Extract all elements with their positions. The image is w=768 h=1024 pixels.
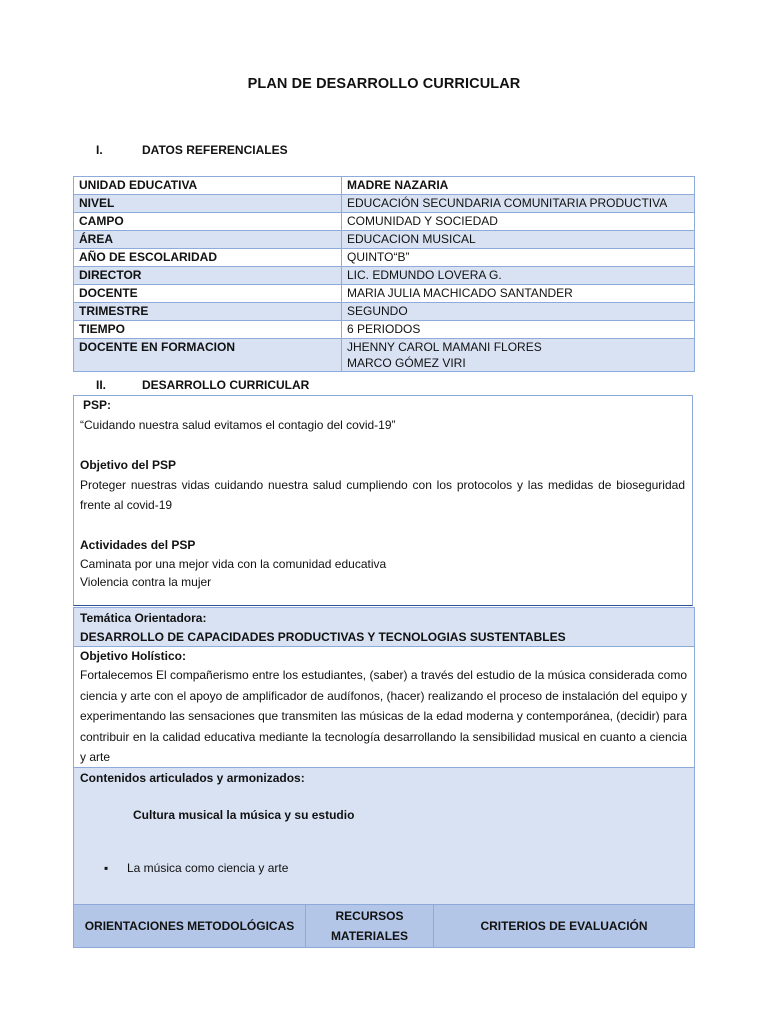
table-row: [74, 213, 695, 231]
contenidos-box: [73, 767, 695, 905]
objetivo-label: Objetivo Holístico:: [80, 649, 187, 663]
table-row: [74, 231, 695, 249]
row-key: DOCENTE EN FORMACION: [74, 339, 342, 372]
section-number: II.: [96, 378, 107, 392]
header-recursos-line1: RECURSOS: [335, 909, 404, 923]
psp-label: PSP:: [83, 398, 112, 412]
methodology-header-table: [73, 904, 695, 948]
contenidos-label: Contenidos articulados y armonizados:: [80, 771, 305, 785]
row-key: NIVEL: [74, 195, 342, 213]
table-row: [74, 195, 695, 213]
row-value: 6 PERIODOS: [342, 321, 695, 339]
contenidos-subtitle: Cultura musical la música y su estudio: [133, 808, 355, 822]
header-criterios: CRITERIOS DE EVALUACIÓN: [434, 905, 695, 948]
section-heading-desarrollo: [96, 378, 309, 392]
row-key: ÁREA: [74, 231, 342, 249]
psp-activities-label: Actividades del PSP: [80, 538, 196, 552]
row-key: UNIDAD EDUCATIVA: [74, 177, 342, 195]
row-key: DIRECTOR: [74, 267, 342, 285]
row-value: COMUNIDAD Y SOCIEDAD: [342, 213, 695, 231]
row-value: EDUCACION MUSICAL: [342, 231, 695, 249]
header-recursos-line2: MATERIALES: [330, 929, 409, 943]
header-recursos: [306, 905, 434, 948]
table-row: [74, 339, 695, 372]
row-value: EDUCACIÓN SECUNDARIA COMUNITARIA PRODUCTIVA: [342, 195, 695, 213]
row-value: LIC. EDMUNDO LOVERA G.: [342, 267, 695, 285]
psp-objective-label: Objetivo del PSP: [80, 458, 177, 472]
section-label: DATOS REFERENCIALES: [142, 143, 288, 157]
row-value: MADRE NAZARIA: [342, 177, 695, 195]
tematica-label: Temática Orientadora:: [80, 611, 207, 625]
row-value: MARIA JULIA MACHICADO SANTANDER: [342, 285, 695, 303]
objetivo-holistico: [73, 647, 695, 767]
table-row: [74, 303, 695, 321]
tematica-orientadora: [73, 607, 695, 647]
referential-data-table: [73, 176, 695, 372]
row-value: SEGUNDO: [342, 303, 695, 321]
psp-objective-text: Proteger nuestras vidas cuidando nuestra salud cumpliendo con los protocolos y las medidas de bioseguridad frente al covid-19: [80, 478, 685, 512]
section-label: DESARROLLO CURRICULAR: [142, 378, 310, 392]
contenidos-bullet: [104, 861, 288, 875]
table-row: [74, 267, 695, 285]
tematica-text: DESARROLLO DE CAPACIDADES PRODUCTIVAS Y TECNOLOGIAS SUSTENTABLES: [80, 630, 566, 644]
row-value-second: MARCO GÓMEZ VIRI: [347, 356, 466, 370]
row-key: AÑO DE ESCOLARIDAD: [74, 249, 342, 267]
table-row: [74, 285, 695, 303]
row-key: TIEMPO: [74, 321, 342, 339]
row-key: TRIMESTRE: [74, 303, 342, 321]
bullet-icon: ▪: [104, 861, 109, 875]
psp-activity: Caminata por una mejor vida con la comunidad educativa: [80, 557, 387, 571]
section-heading-datos: [96, 143, 288, 157]
psp-box: [73, 395, 693, 606]
table-row: [74, 177, 695, 195]
objetivo-text: Fortalecemos El compañerismo entre los estudiantes, (saber) a través del estudio de la música considerada como ciencia y arte con el apoyo de amplificador de audífonos, (hacer) realizando el proceso de instalación del equipo y experimentando las sensaciones que transmiten las músicas de la edad moderna y contemporánea, (decidir) para contribuir en la calidad educativa mediante la tecnología desarrollando la sensibilidad musical en cuanto a ciencia y arte: [80, 668, 688, 764]
table-row: [74, 905, 695, 948]
table-row: [74, 321, 695, 339]
table-row: [74, 249, 695, 267]
row-key: DOCENTE: [74, 285, 342, 303]
row-value-multiline: [342, 339, 695, 372]
header-orientaciones: ORIENTACIONES METODOLÓGICAS: [74, 905, 306, 948]
row-value: QUINTO“B”: [342, 249, 695, 267]
bullet-text: La música como ciencia y arte: [127, 861, 289, 875]
section-number: I.: [96, 143, 103, 157]
row-key: CAMPO: [74, 213, 342, 231]
psp-activity: Violencia contra la mujer: [80, 575, 212, 589]
document-title: PLAN DE DESARROLLO CURRICULAR: [247, 76, 521, 92]
row-value: JHENNY CAROL MAMANI FLORES: [347, 340, 542, 354]
psp-quote: “Cuidando nuestra salud evitamos el contagio del covid-19”: [80, 418, 396, 432]
